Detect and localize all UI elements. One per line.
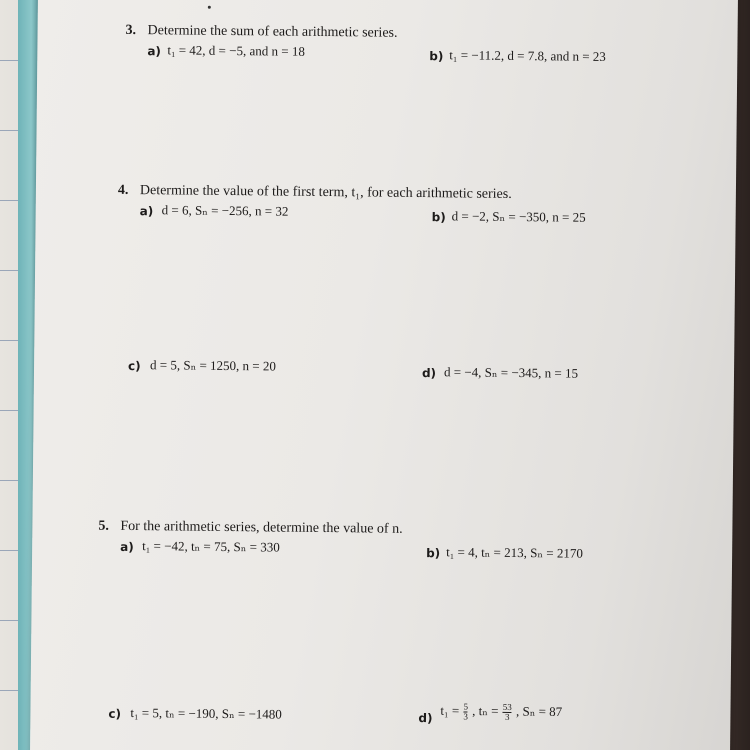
q5-d-t1-fraction (463, 702, 468, 721)
q4-c-expr: d = 5, Sₙ = 1250, n = 20 (150, 357, 277, 374)
q5-prompt: For the arithmetic series, determine the value of n. (120, 518, 403, 537)
q5-d-t1-denominator: 3 (463, 711, 468, 722)
q4-a-label: a) (139, 204, 154, 219)
q5-d-tn-prefix: , tₙ = (472, 703, 499, 719)
q5-d-label: d) (418, 711, 433, 726)
q4-d-label: d) (421, 366, 437, 381)
q5-b-label: b) (426, 546, 441, 561)
q3-number: 3. (125, 22, 137, 39)
q5-a-label: a) (120, 539, 134, 555)
q5-c-label: c) (108, 706, 122, 721)
q5-c-expr: t₁ = 5, tₙ = −190, Sₙ = −1480 (130, 705, 282, 722)
q4-d-expr: d = −4, Sₙ = −345, n = 15 (443, 364, 579, 381)
q4-a-expr: d = 6, Sₙ = −256, n = 32 (161, 202, 289, 219)
q3-b-expr: t₁ = −11.2, d = 7.8, and n = 23 (449, 47, 606, 64)
q5-d-tn-fraction (503, 703, 512, 722)
q4-prompt: Determine the value of the first term, t₁, for each arithmetic series. (139, 183, 512, 202)
q3-b-label: b) (429, 49, 444, 64)
q4-number: 4. (117, 182, 129, 198)
q5-d-sn: , Sₙ = 87 (515, 703, 563, 720)
q5-d-tn-numerator: 53 (502, 701, 512, 713)
q5-a-expr: t₁ = −42, tₙ = 75, Sₙ = 330 (142, 538, 280, 555)
q5-d-t1-prefix: t₁ = (440, 702, 460, 718)
q5-d-tn-denominator: 3 (503, 712, 512, 722)
q3-a-expr: t₁ = 42, d = −5, and n = 18 (167, 42, 305, 59)
q5-d-expr (440, 702, 562, 722)
q5-d-t1-numerator: 5 (463, 701, 469, 712)
q5-number: 5. (98, 518, 109, 534)
q3-prompt: Determine the sum of each arithmetic series. (147, 23, 398, 41)
worksheet-page (30, 0, 738, 750)
q3-a-label: a) (147, 44, 162, 59)
ink-dot (208, 6, 211, 9)
q4-c-label: c) (127, 358, 141, 374)
q4-b-expr: d = −2, Sₙ = −350, n = 25 (451, 208, 586, 225)
q4-b-label: b) (431, 210, 446, 225)
q5-b-expr: t₁ = 4, tₙ = 213, Sₙ = 2170 (446, 544, 583, 561)
